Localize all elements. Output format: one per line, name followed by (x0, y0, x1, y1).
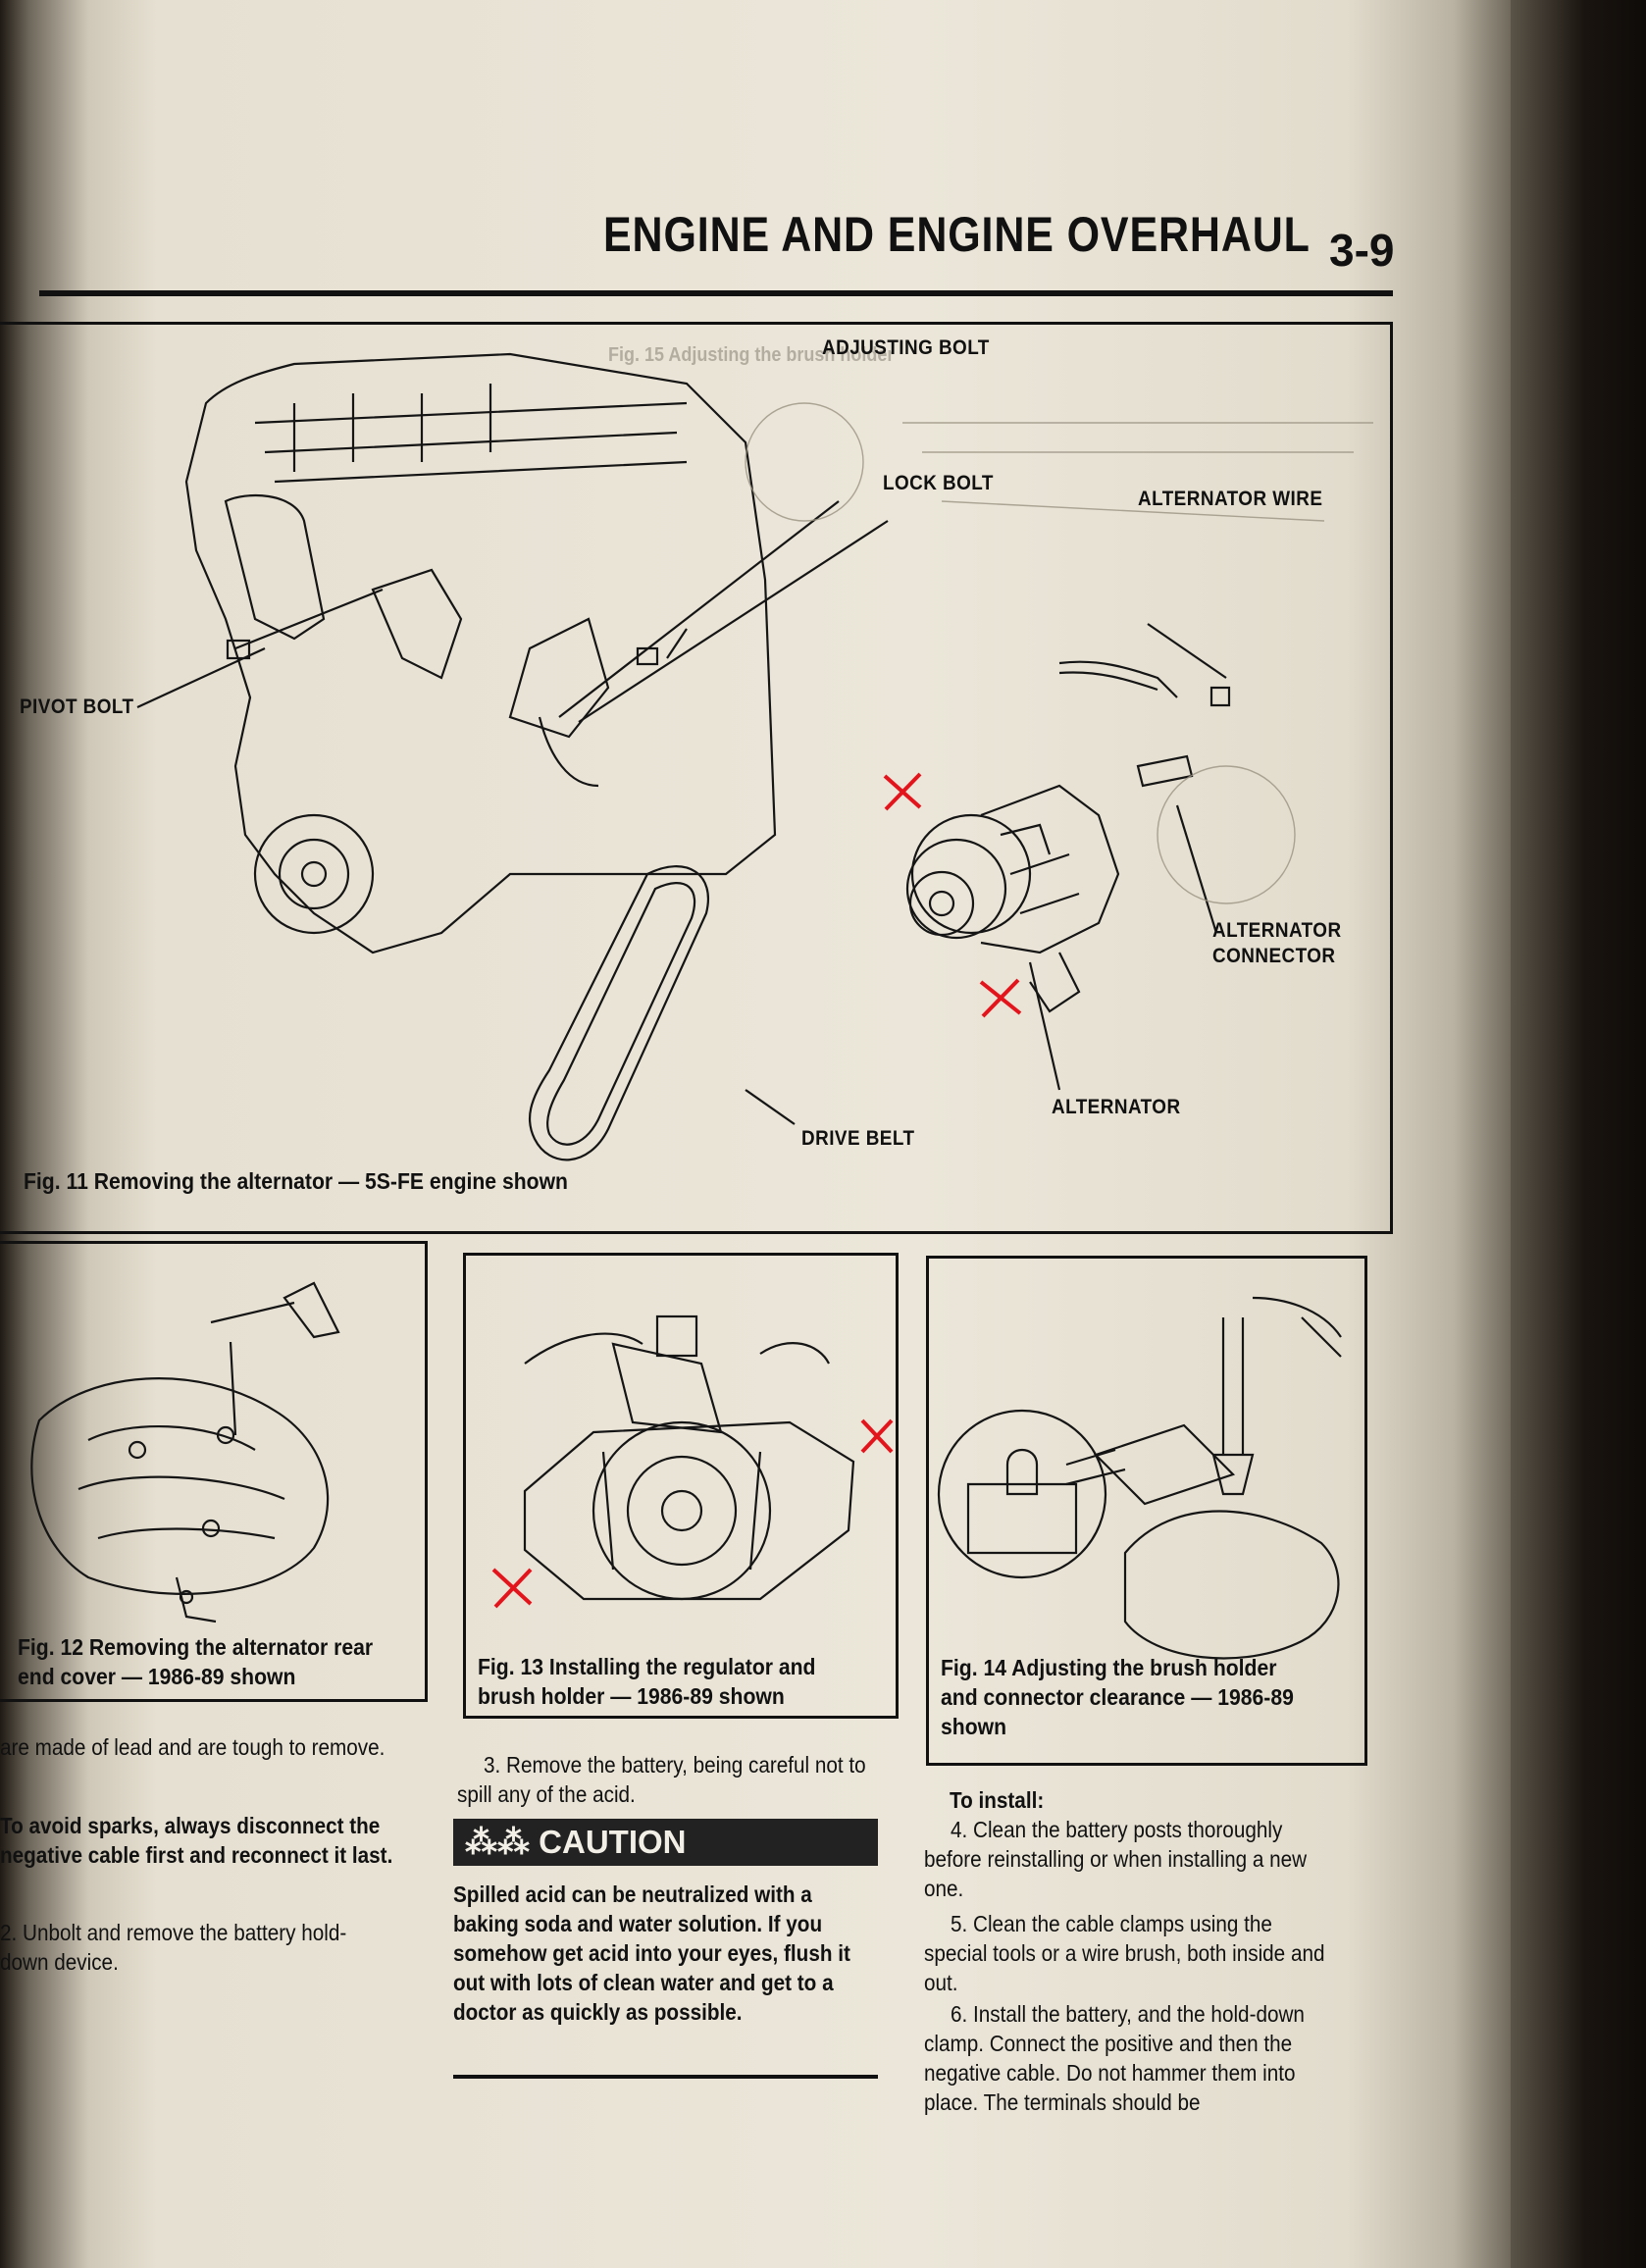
label-pivot-bolt: PIVOT BOLT (20, 696, 134, 718)
engine-alternator-illustration (0, 325, 1393, 1237)
fig14-caption-line1: Fig. 14 Adjusting the brush holder (941, 1655, 1277, 1680)
fig13-caption-line1: Fig. 13 Installing the regulator and (478, 1654, 816, 1679)
caution-label: CAUTION (539, 1824, 687, 1860)
figure-12 (0, 1241, 428, 1702)
figure-13 (463, 1253, 899, 1719)
label-drive-belt: DRIVE BELT (801, 1127, 915, 1150)
header-rule (39, 290, 1393, 296)
fig12-caption-line2: end cover — 1986-89 shown (18, 1664, 296, 1689)
fig11-caption: Fig. 11 Removing the alternator — 5S-FE engine shown (24, 1168, 568, 1194)
step-6: 6. Install the battery, and the hold-down clamp. Connect the positive and then the negative cable. Do not hammer them into place. The terminals should be (924, 2001, 1305, 2115)
caution-rule (453, 2075, 878, 2079)
step-4: 4. Clean the battery posts thoroughly before reinstalling or when installing a new one. (924, 1817, 1308, 1901)
caution-icon: ⁂⁂ (465, 1824, 530, 1860)
label-alternator-wire: ALTERNATOR WIRE (1138, 488, 1323, 510)
fig12-caption-line1: Fig. 12 Removing the alternator rear (18, 1634, 374, 1660)
left-warning: To avoid sparks, always disconnect the negative cable first and reconnect it last. (0, 1813, 393, 1868)
figure-11 (0, 322, 1393, 1234)
label-alternator-connector-line2: CONNECTOR (1212, 945, 1336, 967)
label-adjusting-bolt: ADJUSTING BOLT (822, 336, 990, 359)
label-alternator-connector-line1: ALTERNATOR (1212, 919, 1342, 942)
caution-banner (453, 1819, 878, 1866)
step-3: 3. Remove the battery, being careful not to spill any of the acid. (457, 1752, 866, 1807)
page-number: 3-9 (1329, 225, 1395, 276)
figure-14 (926, 1256, 1367, 1766)
fig14-caption-line3: shown (941, 1714, 1007, 1739)
step-5: 5. Clean the cable clamps using the special tools or a wire brush, both inside and out. (924, 1911, 1325, 1995)
fig14-caption-line2: and connector clearance — 1986-89 (941, 1684, 1294, 1710)
label-alternator: ALTERNATOR (1052, 1096, 1181, 1118)
book-spine-shadow (1511, 0, 1646, 2268)
left-step-2: 2. Unbolt and remove the battery hold-down device. (0, 1920, 347, 1975)
left-para-1: are made of lead and are tough to remove. (0, 1734, 386, 1760)
fig13-caption-line2: brush holder — 1986-89 shown (478, 1683, 785, 1709)
to-install-heading: To install: (950, 1787, 1045, 1813)
bleed-through-text: Fig. 15 Adjusting the brush holder (608, 344, 895, 366)
label-lock-bolt: LOCK BOLT (883, 472, 994, 494)
page-header-title: ENGINE AND ENGINE OVERHAUL (603, 207, 1311, 262)
caution-text: Spilled acid can be neutralized with a baking soda and water solution. If you somehow get acid into your eyes, flush it out with lots of clean water and get to a doctor as quickly as possible. (453, 1881, 850, 2025)
